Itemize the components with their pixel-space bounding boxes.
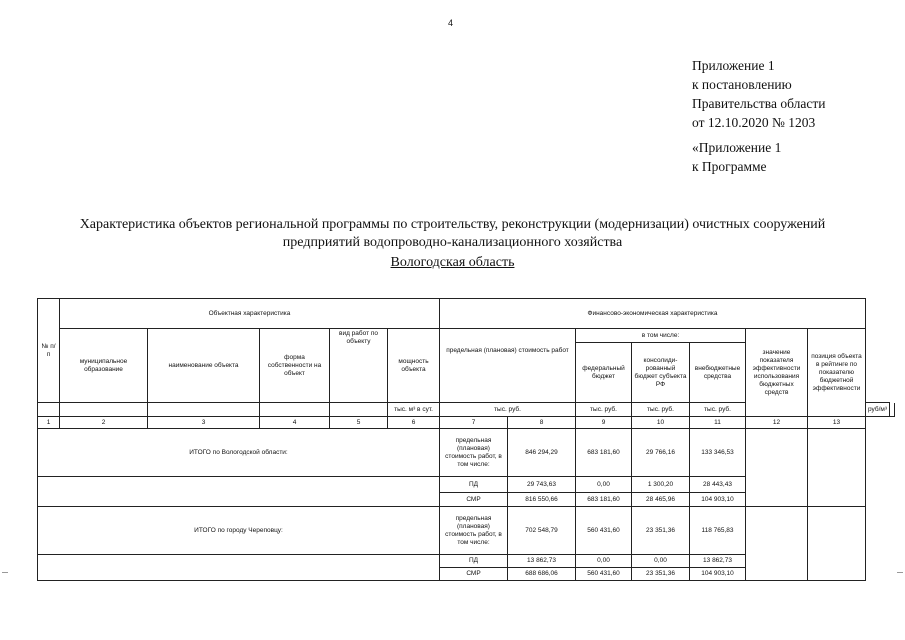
cell-total: 816 550,66 [508, 493, 576, 507]
cell-consolidated: 23 351,36 [632, 568, 690, 581]
region-heading [0, 255, 905, 271]
program-table [37, 298, 895, 581]
appendix-line: к Программе [692, 159, 767, 174]
col-number: 5 [330, 417, 388, 429]
group-label: ИТОГО по Вологодской области: [38, 429, 440, 477]
header-municipal: муниципальное образование [60, 329, 148, 403]
appendix-line: Правительства области [692, 96, 826, 111]
cell-offbudget: 133 346,53 [690, 429, 746, 477]
cell-federal: 0,00 [576, 477, 632, 493]
cell-federal: 560 431,60 [576, 568, 632, 581]
table-row [38, 507, 895, 555]
cell-federal: 0,00 [576, 555, 632, 568]
col-number: 12 [746, 417, 808, 429]
row-type: ПД [440, 477, 508, 493]
header-federal: федеральный бюджет [576, 343, 632, 403]
col-number: 2 [60, 417, 148, 429]
cell-total: 13 862,73 [508, 555, 576, 568]
appendix-line: «Приложение 1 [692, 140, 782, 155]
appendix-line: к постановлению [692, 77, 792, 92]
appendix-line: Приложение 1 [692, 58, 775, 73]
title-line: Характеристика объектов региональной программы по строительству, реконструкции (модернизации) очистных сооружений [79, 217, 826, 232]
cell-total: 29 743,63 [508, 477, 576, 493]
cell-federal: 560 431,60 [576, 507, 632, 555]
header-consolidated: консолиди-рованный бюджет субъекта РФ [632, 343, 690, 403]
group-label: ИТОГО по городу Череповцу: [38, 507, 440, 555]
appendix-date: от 12.10.2020 № 1203 [692, 115, 816, 130]
header-including: в том числе: [576, 329, 746, 343]
header-capacity: мощность объекта [388, 329, 440, 403]
col-number: 1 [38, 417, 60, 429]
row-type: предельная (плановая) стоимость работ, в том числе: [440, 429, 508, 477]
cell-offbudget: 118 765,83 [690, 507, 746, 555]
col-number: 9 [576, 417, 632, 429]
header-num: № п/п [38, 299, 60, 403]
header-object-name: наименование объекта [148, 329, 260, 403]
unit-efficiency: руб/м³ [866, 403, 890, 417]
cell-consolidated: 1 300,20 [632, 477, 690, 493]
header-work-type: вид работ по объекту [330, 329, 388, 403]
col-number: 3 [148, 417, 260, 429]
cell-total: 688 686,06 [508, 568, 576, 581]
unit-consolidated: тыс. руб. [632, 403, 690, 417]
col-number: 10 [632, 417, 690, 429]
cell-offbudget: 28 443,43 [690, 477, 746, 493]
unit-limit-cost: тыс. руб. [440, 403, 576, 417]
cell-offbudget: 104 903,10 [690, 568, 746, 581]
unit-federal: тыс. руб. [576, 403, 632, 417]
cell-consolidated: 29 766,16 [632, 429, 690, 477]
header-fin-char: Финансово-экономическая характеристика [440, 299, 866, 329]
header-rating: позиция объекта в рейтинге по показателю бюджетной эффективности [808, 329, 866, 417]
col-number: 4 [260, 417, 330, 429]
document-title [40, 216, 865, 252]
header-object-char: Объектная характеристика [60, 299, 440, 329]
cell-federal: 683 181,60 [576, 493, 632, 507]
col-number: 13 [808, 417, 866, 429]
cell-consolidated: 23 351,36 [632, 507, 690, 555]
cell-offbudget: 104 903,10 [690, 493, 746, 507]
region-name: Вологодская область [390, 255, 515, 270]
page-number: 4 [448, 18, 454, 28]
row-type: СМР [440, 493, 508, 507]
header-efficiency: значение показателя эффективности использования бюджетных средств [746, 329, 808, 417]
appendix-block [692, 56, 825, 132]
col-number: 6 [388, 417, 440, 429]
row-type: ПД [440, 555, 508, 568]
header-offbudget: внебюджетные средства [690, 343, 746, 403]
col-number: 7 [440, 417, 508, 429]
cell-total: 702 548,79 [508, 507, 576, 555]
col-number: 8 [508, 417, 576, 429]
cell-federal: 683 181,60 [576, 429, 632, 477]
cell-total: 846 294,29 [508, 429, 576, 477]
table-row [38, 429, 895, 477]
unit-offbudget: тыс. руб. [690, 403, 746, 417]
row-type: предельная (плановая) стоимость работ, в том числе: [440, 507, 508, 555]
row-type: СМР [440, 568, 508, 581]
title-line: предприятий водопроводно-канализационного хозяйства [282, 235, 623, 250]
scan-mark [2, 572, 8, 573]
cell-offbudget: 13 862,73 [690, 555, 746, 568]
appendix-program-block [692, 138, 781, 176]
unit-capacity: тыс. м³ в сут. [388, 403, 440, 417]
scan-mark [897, 572, 903, 573]
header-ownership: форма собственности на объект [260, 329, 330, 403]
col-number: 11 [690, 417, 746, 429]
cell-consolidated: 0,00 [632, 555, 690, 568]
header-limit-cost: предельная (плановая) стоимость работ [440, 329, 576, 403]
cell-consolidated: 28 465,96 [632, 493, 690, 507]
